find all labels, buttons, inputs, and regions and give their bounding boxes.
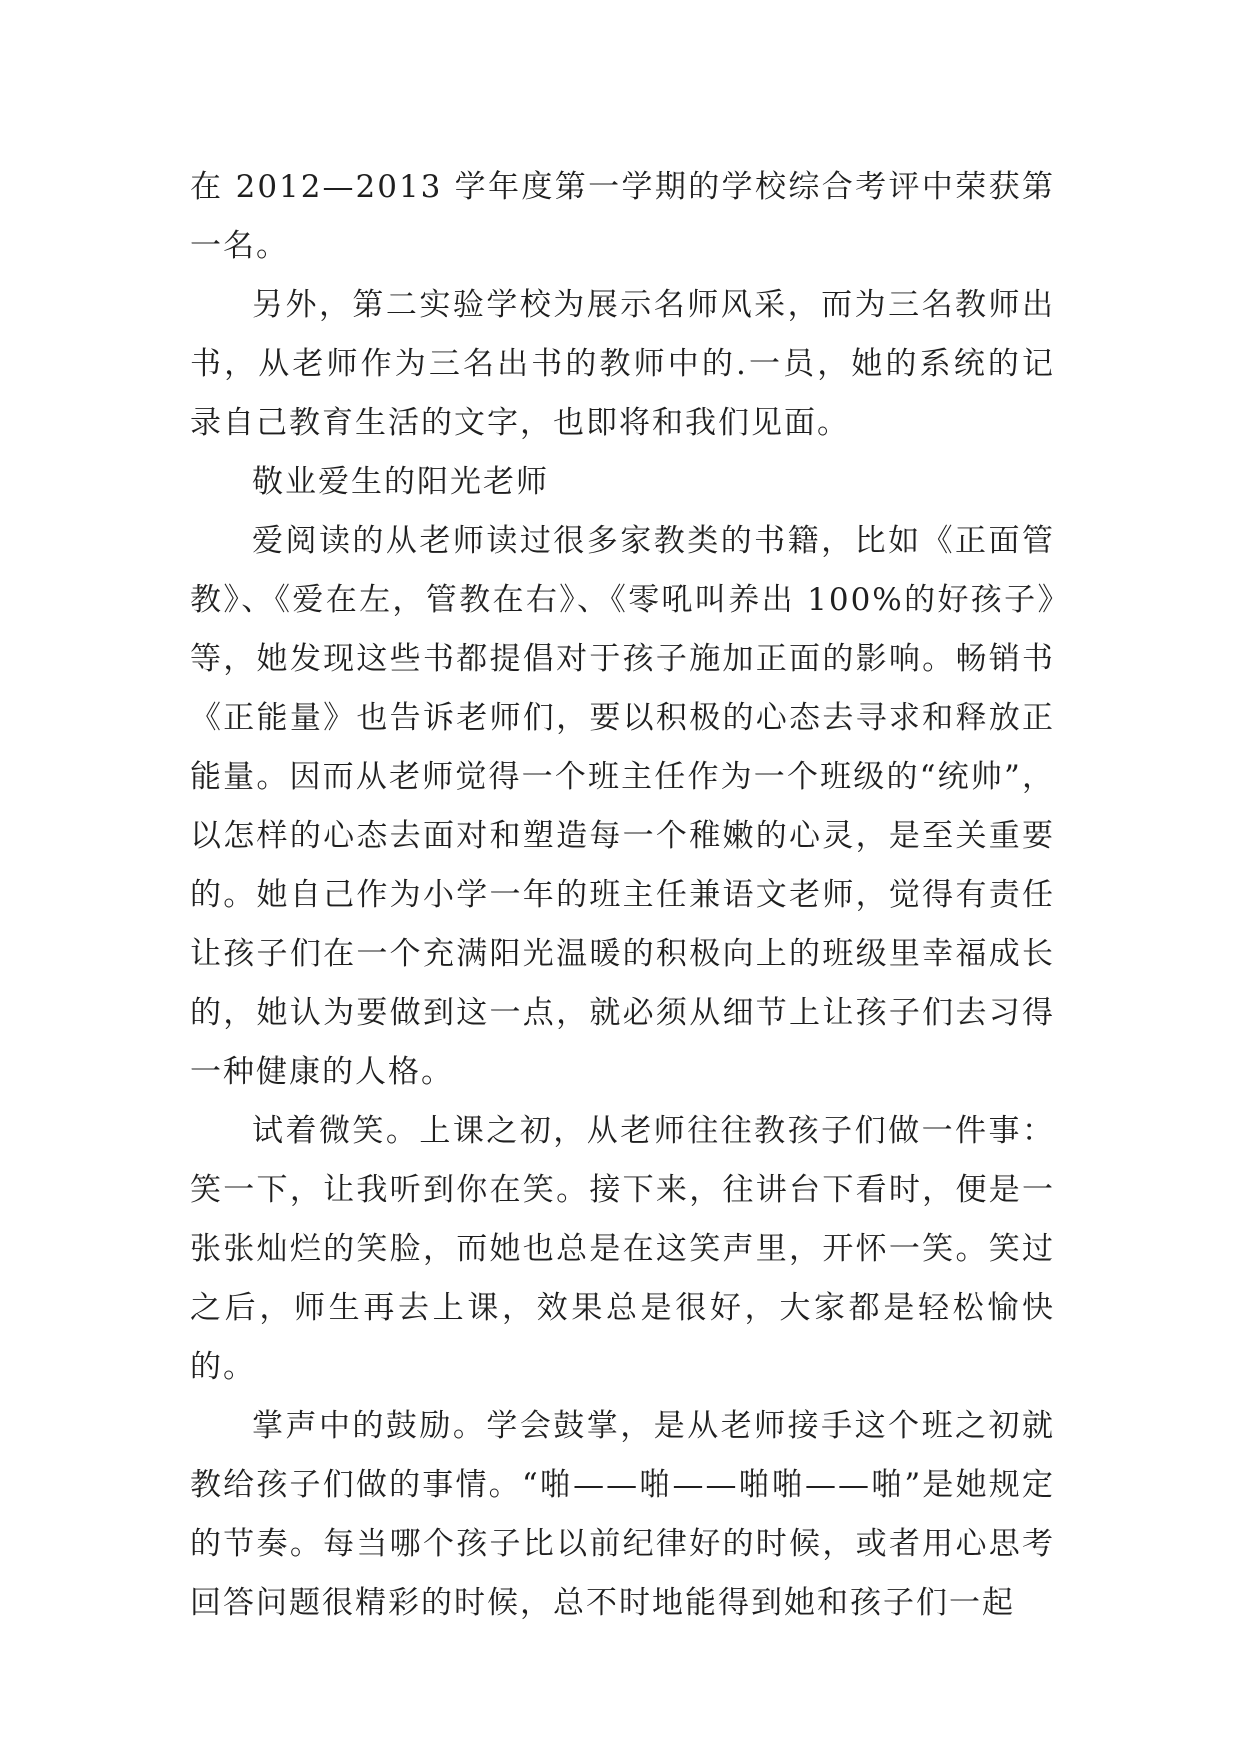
paragraph-book-publication: 另外，第二实验学校为展示名师风采，而为三名教师出书，从老师作为三名出书的教师中的.一员，她的系统的记录自己教育生活的文字，也即将和我们见面。 xyxy=(190,287,1055,441)
paragraph-reading: 爱阅读的从老师读过很多家教类的书籍，比如《正面管教》、《爱在左，管教在右》、《零吼叫养出 100%的好孩子》等，她发现这些书都提倡对于孩子施加正面的影响。畅销书《正能量》也告诉老师们，要以积极的心态去寻求和释放正能量。因而从老师觉得一个班主任作为一个班级的“统帅”，以怎样的心态去面对和塑造每一个稚嫩的心灵，是至关重要的。她自己作为小学一年的班主任兼语文老师，觉得有责任让孩子们在一个充满阳光温暖的积极向上的班级里幸福成长的，她认为要做到这一点，就必须从细节上让孩子们去习得一种健康的人格。 xyxy=(190,523,1055,1090)
document-body xyxy=(190,158,1055,1633)
paragraph-award: 在 2012—2013 学年度第一学期的学校综合考评中荣获第一名。 xyxy=(190,169,1055,264)
section-heading: 敬业爱生的阳光老师 xyxy=(252,464,549,500)
paragraph-smile: 试着微笑。上课之初，从老师往往教孩子们做一件事：笑一下，让我听到你在笑。接下来，往讲台下看时，便是一张张灿烂的笑脸，而她也总是在这笑声里，开怀一笑。笑过之后，师生再去上课，效果总是很好，大家都是轻松愉快的。 xyxy=(190,1113,1055,1385)
paragraph-applause: 掌声中的鼓励。学会鼓掌，是从老师接手这个班之初就教给孩子们做的事情。“啪——啪——啪啪——啪”是她规定的节奏。每当哪个孩子比以前纪律好的时候，或者用心思考回答问题很精彩的时候，总不时地能得到她和孩子们一起 xyxy=(190,1408,1055,1621)
